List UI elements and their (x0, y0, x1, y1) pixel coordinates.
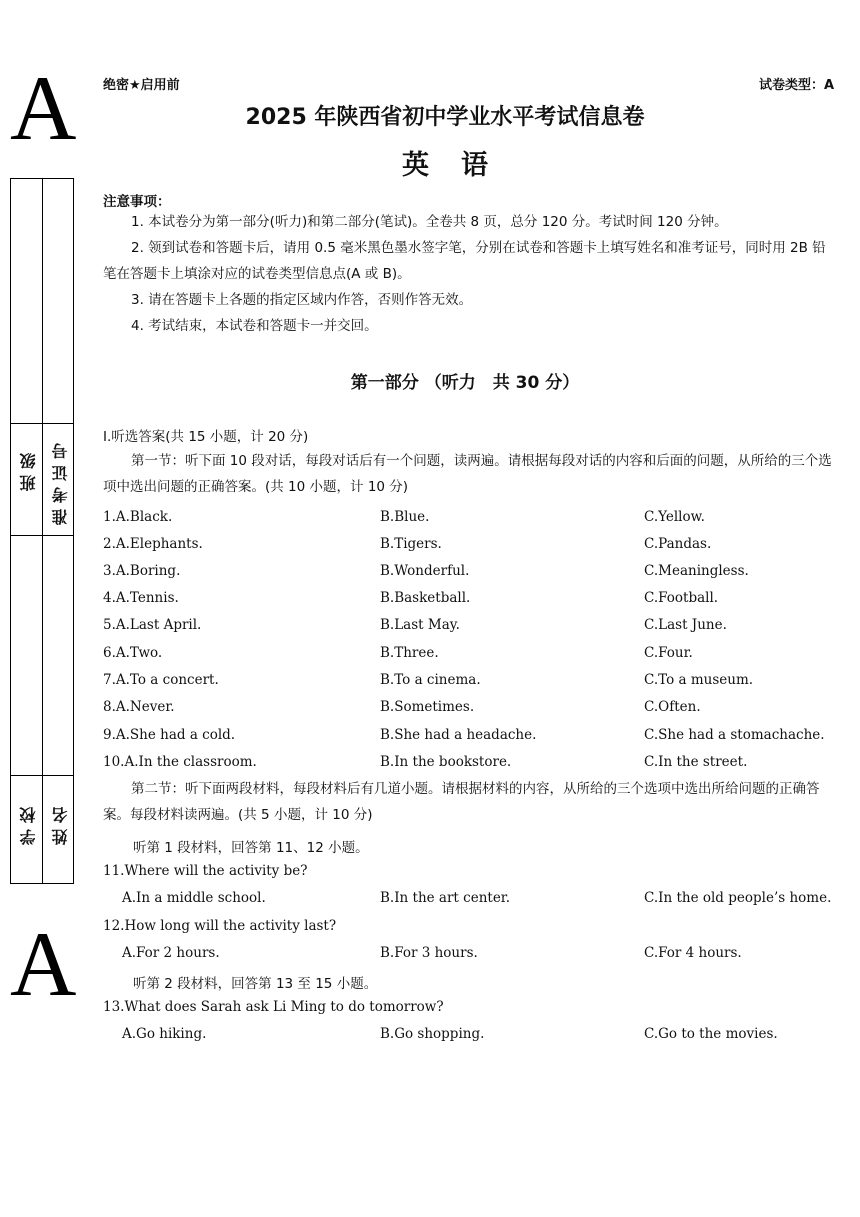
question-stem: 13.What does Sarah ask Li Ming to do tomorrow? (103, 999, 444, 1015)
option-c: C.Football. (644, 590, 719, 606)
option-c: C.For 4 hours. (644, 945, 742, 961)
option-c: C.Pandas. (644, 536, 712, 552)
option-b: B.Wonderful. (380, 563, 470, 579)
option-a: A.In a middle school. (122, 890, 266, 906)
note-item: 3. 请在答题卡上各题的指定区域内作答，否则作答无效。 (131, 292, 473, 308)
option-a: 1.A.Black. (103, 509, 173, 525)
question-row (103, 509, 843, 531)
option-a: A.Go hiking. (122, 1026, 207, 1042)
candidate-info-strip (10, 178, 74, 884)
option-a: 5.A.Last April. (103, 617, 202, 633)
strip-divider (11, 535, 73, 536)
option-a: A.For 2 hours. (122, 945, 220, 961)
section-instruction: 第二节：听下面两段材料，每段材料后有几道小题。请根据材料的内容，从所给的三个选项中选出所给问题的正确答案。每段材料读两遍。(共 5 小题，计 10 分) (103, 781, 820, 823)
option-c: C.Last June. (644, 617, 727, 633)
question-row (122, 1026, 860, 1048)
option-c: C.She had a stomachache. (644, 727, 825, 743)
section-heading: Ⅰ.听选答案(共 15 小题，计 20 分) (103, 429, 309, 445)
material-heading: 听第 2 段材料，回答第 13 至 15 小题。 (133, 976, 378, 992)
option-a: 4.A.Tennis. (103, 590, 179, 606)
option-b: B.Blue. (380, 509, 430, 525)
option-a: 7.A.To a concert. (103, 672, 219, 688)
option-b: B.For 3 hours. (380, 945, 478, 961)
notes-title: 注意事项： (103, 194, 171, 210)
question-row (103, 699, 843, 721)
question-stem: 11.Where will the activity be? (103, 863, 308, 879)
question-row (103, 617, 843, 639)
section-instruction: 第一节：听下面 10 段对话，每段对话后有一个问题，读两遍。请根据每段对话的内容和后面的问题，从所给的三个选项中选出问题的正确答案。(共 10 小题，计 10 分) (103, 453, 832, 495)
question-row (103, 754, 843, 776)
option-b: B.To a cinema. (380, 672, 481, 688)
option-c: C.To a museum. (644, 672, 754, 688)
subject-title: 英语 (402, 150, 520, 181)
note-item: 2. 领到试卷和答题卡后，请用 0.5 毫米黑色墨水签字笔，分别在试卷和答题卡上填写姓名和准考证号，同时用 2B 铅笔在答题卡上填涂对应的试卷类型信息点(A 或 B)。 (103, 240, 826, 282)
option-b: B.Last May. (380, 617, 460, 633)
strip-divider (11, 423, 73, 424)
question-row (122, 890, 860, 912)
option-a: 8.A.Never. (103, 699, 175, 715)
option-b: B.Sometimes. (380, 699, 475, 715)
part-one-title: 第一部分 （听力 共 30 分） (350, 373, 580, 393)
question-row (103, 536, 843, 558)
option-c: C.Meaningless. (644, 563, 749, 579)
option-a: 10.A.In the classroom. (103, 754, 257, 770)
option-a: 3.A.Boring. (103, 563, 181, 579)
question-row (122, 945, 860, 967)
strip-divider (11, 775, 73, 776)
question-row (103, 727, 843, 749)
option-b: B.Go shopping. (380, 1026, 485, 1042)
exam-number-label: 准考证号 (51, 437, 70, 525)
option-b: B.Tigers. (380, 536, 442, 552)
question-row (103, 563, 843, 585)
paper-type: 试卷类型：A (758, 78, 834, 93)
school-label: 学校 (19, 801, 38, 845)
option-b: B.Basketball. (380, 590, 471, 606)
confidential-mark: 绝密★启用前 (103, 78, 180, 93)
option-a: 2.A.Elephants. (103, 536, 203, 552)
question-stem: 12.How long will the activity last? (103, 918, 337, 934)
option-c: C.Go to the movies. (644, 1026, 778, 1042)
paper-type-letter-top: A (10, 57, 77, 159)
exam-title: 2025 年陕西省初中学业水平考试信息卷 (245, 105, 645, 130)
option-a: 9.A.She had a cold. (103, 727, 236, 743)
class-label: 班级 (19, 447, 38, 491)
option-c: C.Often. (644, 699, 701, 715)
option-c: C.Four. (644, 645, 693, 661)
paper-type-letter-bottom: A (10, 913, 77, 1015)
strip-divider (42, 179, 43, 883)
question-row (103, 672, 843, 694)
option-a: 6.A.Two. (103, 645, 163, 661)
name-label: 姓名 (51, 801, 70, 845)
option-c: C.In the old people’s home. (644, 890, 832, 906)
note-item: 1. 本试卷分为第一部分(听力)和第二部分(笔试)。全卷共 8 页，总分 120 分。考试时间 120 分钟。 (131, 214, 728, 230)
option-b: B.Three. (380, 645, 439, 661)
option-b: B.In the art center. (380, 890, 511, 906)
question-row (103, 590, 843, 612)
option-c: C.Yellow. (644, 509, 705, 525)
option-b: B.In the bookstore. (380, 754, 512, 770)
option-b: B.She had a headache. (380, 727, 537, 743)
material-heading: 听第 1 段材料，回答第 11、12 小题。 (133, 840, 369, 856)
option-c: C.In the street. (644, 754, 748, 770)
question-row (103, 645, 843, 667)
note-item: 4. 考试结束，本试卷和答题卡一并交回。 (131, 318, 378, 334)
